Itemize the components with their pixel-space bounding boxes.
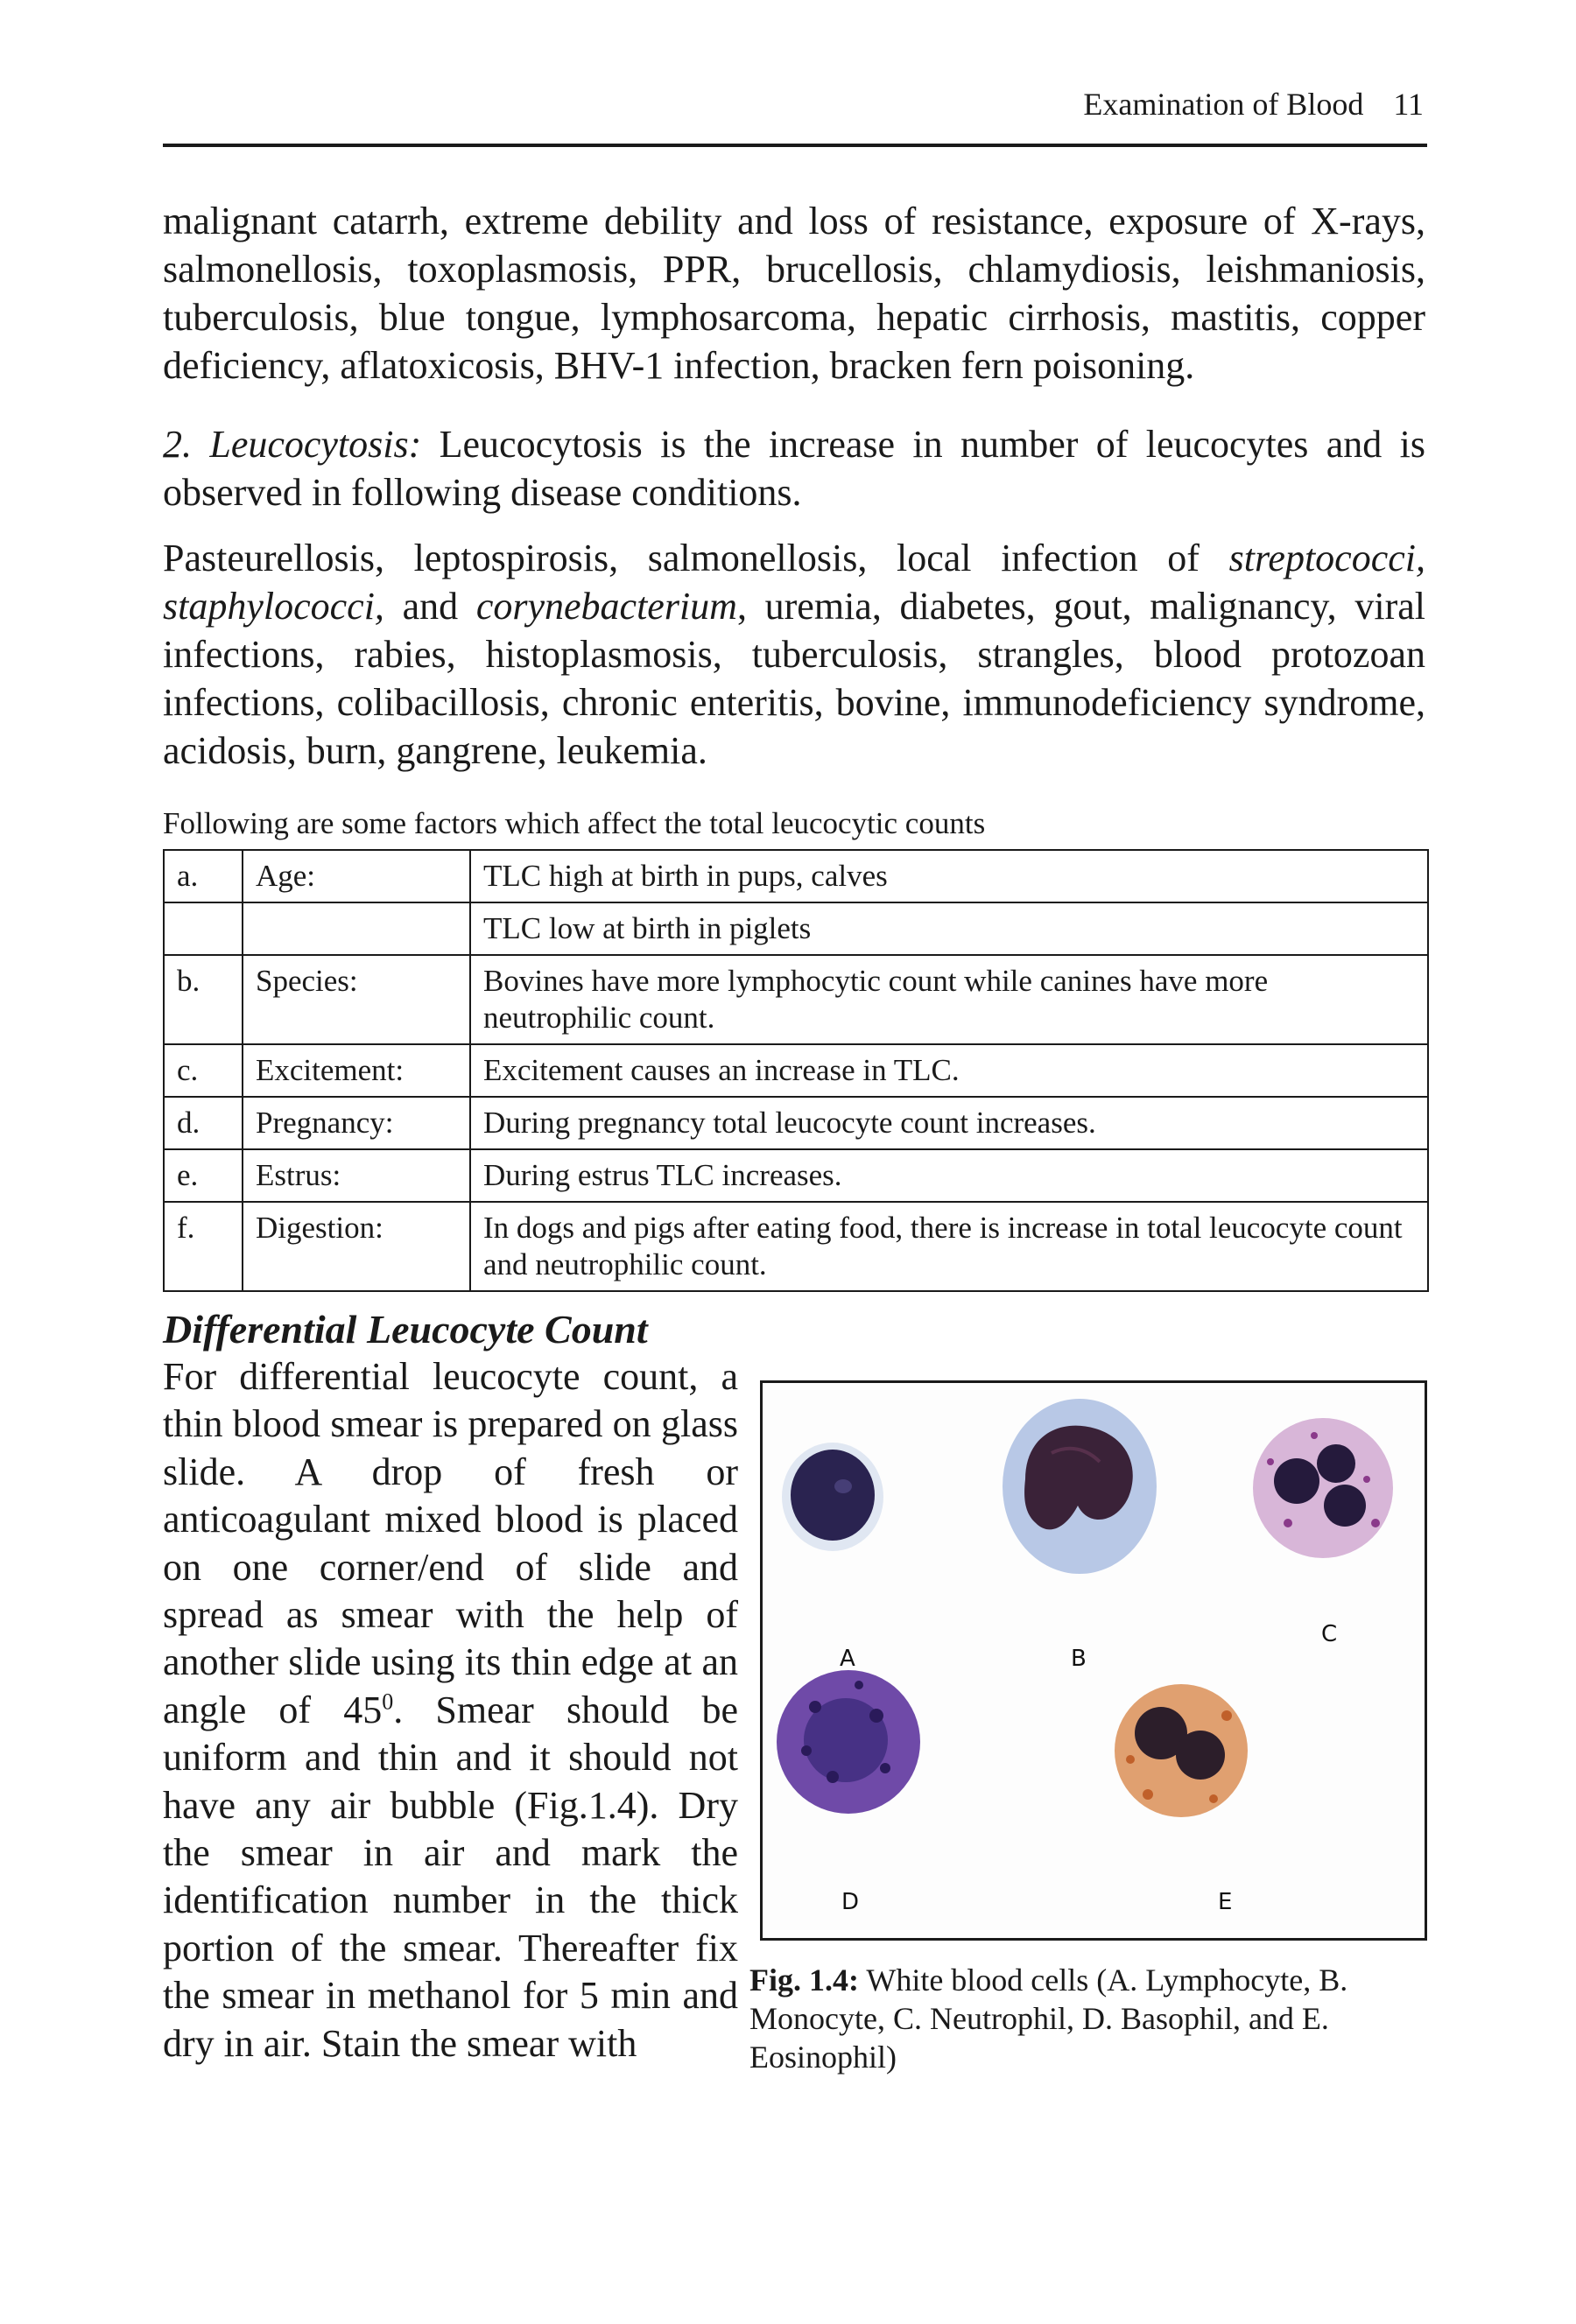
label-c: C [1321,1621,1338,1647]
degree-superscript: 0 [382,1689,394,1715]
running-head-title: Examination of Blood [1083,87,1364,122]
header-rule [163,144,1427,147]
lymphocyte-cell [782,1443,883,1551]
table-row [164,955,1428,1044]
table-row [164,1149,1428,1202]
eosinophil-cell [1115,1684,1248,1817]
dlc-text-2: . Smear should be uniform and thin and it should not have any air bubble (Fig.1.4). Dry the smear in air and mark the identification number in the thick portion of the smear. Thereafter fix the smear in methanol for 5 min and dry in air. Stain the smear with [163,1688,738,2065]
paragraph-leucopenia-causes: malignant catarrh, extreme debility and loss of resistance, exposure of X-rays, salmonellosis, toxoplasmosis, PPR, brucellosis, chlamydiosis, leishmaniosis, tuberculosis, blue tongue, lymphosarcoma, hepatic cirrhosis, mastitis, copper deficiency, aflatoxicosis, BHV-1 infection, bracken fern poisoning. [163,200,1425,387]
table-row [164,1044,1428,1097]
wbc-micrograph [763,1383,1430,1943]
causes-organisms-1: streptococci, staphylococci, [163,537,1425,628]
row-effect: During estrus TLC increases. [470,1149,1428,1202]
paragraph-leucocytosis-definition [163,420,1425,516]
row-letter: a. [164,850,243,902]
row-factor: Age: [243,850,470,902]
row-effect: Excitement causes an increase in TLC. [470,1044,1428,1097]
label-a: A [840,1646,855,1672]
row-letter: f. [164,1202,243,1291]
row-effect: TLC low at birth in piglets [470,902,1428,955]
row-factor: Species: [243,955,470,1044]
label-d: D [841,1889,860,1915]
factors-table [163,849,1429,1292]
leucocytosis-text: Leucocytosis is the increase in number of leucocytes and is observed in following disease conditions. [163,423,1426,514]
causes-text-2: and [383,585,476,628]
table-row [164,1097,1428,1149]
factors-caption: Following are some factors which affect the total leucocytic counts [163,806,986,840]
leucocytosis-label: 2. Leucocytosis: [163,423,422,466]
row-letter: d. [164,1097,243,1149]
causes-text-3: , uremia, diabetes, gout, malignancy, viral infections, rabies, histoplasmosis, tuberculosis, strangles, blood protozoan infections, colibacillosis, chronic enteritis, bovine, immunodeficiency syndrome, acidosis, burn, gangrene, leukemia. [163,585,1425,772]
monocyte-cell [1003,1399,1157,1574]
row-factor: Pregnancy: [243,1097,470,1149]
row-factor: Digestion: [243,1202,470,1291]
row-letter: c. [164,1044,243,1097]
wbc-figure [760,1380,1427,1941]
paragraph-leucocytosis-causes [163,534,1425,775]
row-effect: TLC high at birth in pups, calves [470,850,1428,902]
dlc-text-1: For differential leucocyte count, a thin blood smear is prepared on glass slide. A drop of fresh or anticoagulant mixed blood is placed on one corner/end of slide and spread as smear with the help of another slide using its thin edge at an angle of 45 [163,1355,738,1731]
row-effect: Bovines have more lymphocytic count while canines have more neutrophilic count. [470,955,1428,1044]
figure-caption-text: White blood cells (A. Lymphocyte, B. Monocyte, C. Neutrophil, D. Basophil, and E. Eosinophil) [749,1962,1348,2075]
row-factor: Estrus: [243,1149,470,1202]
basophil-cell [777,1670,920,1814]
label-e: E [1218,1889,1233,1915]
row-factor: Excitement: [243,1044,470,1097]
row-letter [164,902,243,955]
dlc-procedure-text [163,1353,738,2068]
table-row [164,1202,1428,1291]
row-letter: e. [164,1149,243,1202]
table-row [164,902,1428,955]
figure-caption [749,1961,1432,2076]
causes-text-1: Pasteurellosis, leptospirosis, salmonellosis, local infection of [163,537,1229,579]
row-letter: b. [164,955,243,1044]
figure-number: Fig. 1.4: [749,1962,859,1998]
page-number: 11 [1393,87,1424,122]
causes-organisms-2: corynebacterium [475,585,737,628]
running-head [163,83,1424,125]
table-row [164,850,1428,902]
row-effect: In dogs and pigs after eating food, there is increase in total leucocyte count and neutrophilic count. [470,1202,1428,1291]
row-effect: During pregnancy total leucocyte count increases. [470,1097,1428,1149]
section-heading: Differential Leucocyte Count [163,1307,648,1352]
neutrophil-cell [1253,1418,1393,1558]
label-b: B [1071,1646,1087,1672]
row-factor [243,902,470,955]
